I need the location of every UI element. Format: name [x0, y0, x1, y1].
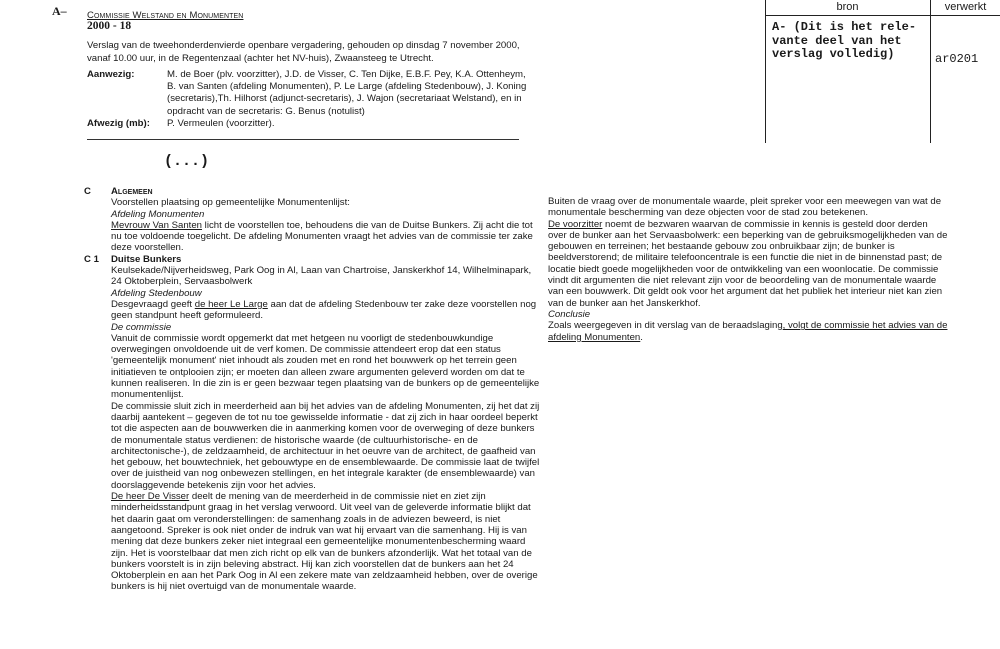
- archive-stamp-table: [765, 0, 1000, 143]
- stamp-column-divider: [930, 0, 931, 143]
- stamp-header-bron: bron: [836, 1, 859, 13]
- stamp-header-verwerkt: verwerkt: [944, 1, 987, 13]
- p1-pre: Desgevraagd geeft: [111, 298, 195, 310]
- organization-name: Commissie Welstand en Monumenten: [87, 10, 244, 21]
- p1-post: aan dat de afdeling Stedenbouw ter zake deze voorstellen nog geen standpunt heeft geformuleerd.: [111, 298, 537, 322]
- absent-list: P. Vermeulen (voorzitter).: [167, 117, 275, 129]
- stamp-verwerkt-code: ar0201: [935, 52, 979, 66]
- conclusion-post: .: [640, 331, 643, 343]
- section-c-line1: Voorstellen plaatsing op gemeentelijke Monumentenlijst:: [111, 197, 350, 209]
- meeting-intro: Verslag van de tweehonderdenvierde openbare vergadering, gehouden op dinsdag 7 november 2000, vanaf 10.00 uur, in de Regentenzaal (achter het NV-huis), Zwaansteeg te Utrecht.: [87, 40, 520, 64]
- document-number: 2000 - 18: [87, 20, 132, 32]
- section-c1-paragraph-2: Vanuit de commissie wordt opgemerkt dat met hetgeen nu voorligt de stedenbouwkundige overwegingen onvoldoende uit de verf komen. De commissie attendeert erop dat een status 'gemeentelijk monument' niet inhoudt als zouden met en rond het bouwwerk op het terrein geen initiatieven te ontplooien zijn; er moeten dan alleen zware argumenten geleverd worden om dat te kunnen realiseren. In die zin is er geen bezwaar tegen plaatsing van de bunkers op de gemeentelijke monumentenlijst.: [111, 332, 540, 401]
- omission-marker: (...): [164, 153, 210, 170]
- p2-text: noemt de bezwaren waarvan de commissie in kennis is gesteld door derden over de bunker aan het Servaasbolwerk: een beperking van de gebruiksmogelijkheden van de gebouwen en terreinen; het bestaande gebouw zou onbruikbaar zijn; de bunker is beeldverstorend; de militaire telefooncentrale is een functie die niet in de binnenstad past; de locatie biedt goede mogelijkheden voor de ontwikkeling van een woonlocatie. De commissie vindt dit argumenten die niet relevant zijn voor de beoordeling van de monumentale waarde van een bouwwerk. Dit geldt ook voor het argument dat het publiek het interieur niet kan zien van de bunker aan het Janskerkhof.: [548, 218, 948, 309]
- stamp-border-left: [765, 0, 766, 143]
- conclusion-decision: , volgt de commissie het advies van de afdeling Monumenten: [548, 320, 948, 343]
- stamp-bron-note: A- (Dit is het rele- vante deel van het verslag volledig): [772, 20, 917, 61]
- margin-mark: A–: [52, 4, 67, 18]
- section-c-label: C: [84, 186, 91, 197]
- section-c1-label: C 1: [84, 254, 99, 265]
- speaker-le-large: de heer Le Large: [194, 298, 268, 310]
- section-c1-subhead-stedenbouw: Afdeling Stedenbouw: [111, 287, 202, 299]
- section-c1-title: Duitse Bunkers: [111, 253, 182, 265]
- section-c1-paragraph-4: [111, 491, 541, 593]
- left-column: [111, 186, 541, 593]
- section-c1-paragraph-1: [111, 299, 541, 322]
- present-row: [87, 69, 537, 118]
- section-c1-paragraph-3: De commissie sluit zich in meerderheid aan bij het advies van de afdeling Monumenten, zij het dat zij daarbij aantekent – gegeven de tot nu toe gewisselde informatie - dat zij zich in haar oordeel beperkt tot die aspecten aan de bouwwerken die in aanmerking komen voor de overweging of deze bunkers de monumentale status verdienen: de historische waarde (de cultuurhistorische- en de architectonische-), de zeldzaamheid, de architectuur in het oeuvre van de architect, de gaafheid van het gebouw, het bouwtechniek, het gebouwtype en de ensemblewaarde. De commissie laat de twijfel over de juistheid van nog onbewezen stellingen, en het integrale karakter (de ensemblewaarde) van doorslaggevende betekenis zijn voor het advies.: [111, 400, 540, 491]
- section-c-subhead: Afdeling Monumenten: [111, 208, 205, 220]
- right-paragraph-1: Buiten de vraag over de monumentale waarde, pleit spreker voor een meewegen van wat de monumentale bescherming van deze objecten voor de stad zou betekenen.: [548, 196, 942, 219]
- right-column: [548, 196, 948, 343]
- conclusion-paragraph: [548, 320, 948, 343]
- section-c-text: licht de voorstellen toe, behoudens die van de Duitse Bunkers. Zij acht die tot nu toe voldoende toegelicht. De afdeling Monumenten vraagt het advies van de commissie ter zake deze voorstellen.: [111, 219, 533, 254]
- speaker-de-visser: De heer De Visser: [111, 491, 190, 503]
- section-c-paragraph: [111, 220, 541, 254]
- attendance-block: [87, 69, 537, 130]
- speaker-van-santen: Mevrouw Van Santen: [111, 219, 203, 231]
- conclusion-subhead: Conclusie: [548, 308, 591, 320]
- conclusion-pre: Zoals weergegeven in dit verslag van de beraadslaging: [548, 320, 783, 332]
- absent-row: [87, 118, 537, 130]
- section-c-title: Algemeen: [111, 186, 153, 197]
- section-c1-subhead-commissie: De commissie: [111, 321, 172, 333]
- present-list: M. de Boer (plv. voorzitter), J.D. de Visser, C. Ten Dijke, E.B.F. Pey, K.A. Ottenheym, B. van Santen (afdeling Monumenten), P. Le Large (afdeling Stedenbouw), J. Koning (secretaris),Th. Hilhorst (adjunct-secretaris), J. Wajon (secretariaat Welstand), en in opdracht van de secretaris: G. Benus (notulist): [167, 69, 527, 117]
- right-paragraph-2: [548, 219, 948, 309]
- stamp-header-divider: [765, 15, 1000, 16]
- section-c1-locations: Keulsekade/Nijverheidsweg, Park Oog in Al, Laan van Chartroise, Janskerkhof 14, Wilhelminapark, 24 Oktoberplein, Servaasbolwerk: [111, 265, 532, 288]
- speaker-voorzitter: De voorzitter: [548, 218, 603, 230]
- p4-text: deelt de mening van de meerderheid in de commissie niet en ziet zijn minderheidsstandpunt graag in het verslag verwoord. Uit veel van de geleverde informatie blijkt dat het daarin gaat om veronderstellingen: de samenhang zoals in de adviezen beweerd, is niet aangetoond. Spreker is ook niet onder de indruk van wat hij ervaart van die samenhang. Hij is van mening dat deze bunkers zeker niet integraal een gemeentelijke monumentenbescherming waard zijn. Het is voorstelbaar dat men zich richt op elk van de bunkers afzonderlijk. Wat het totaal van de bunkers voorstelt is in zijn beleving abstract. Hij kan zich voorstellen dat de bunkers aan het 24 Oktoberplein en aan het Park Oog in Al een zekere mate van zeldzaamheid hebben, over de overige bunkers is hij niet overtuigd van de monumentale waarde.: [111, 491, 538, 593]
- header-divider: [87, 139, 519, 140]
- absent-label: Afwezig (mb):: [87, 117, 150, 129]
- present-label: Aanwezig:: [87, 69, 135, 80]
